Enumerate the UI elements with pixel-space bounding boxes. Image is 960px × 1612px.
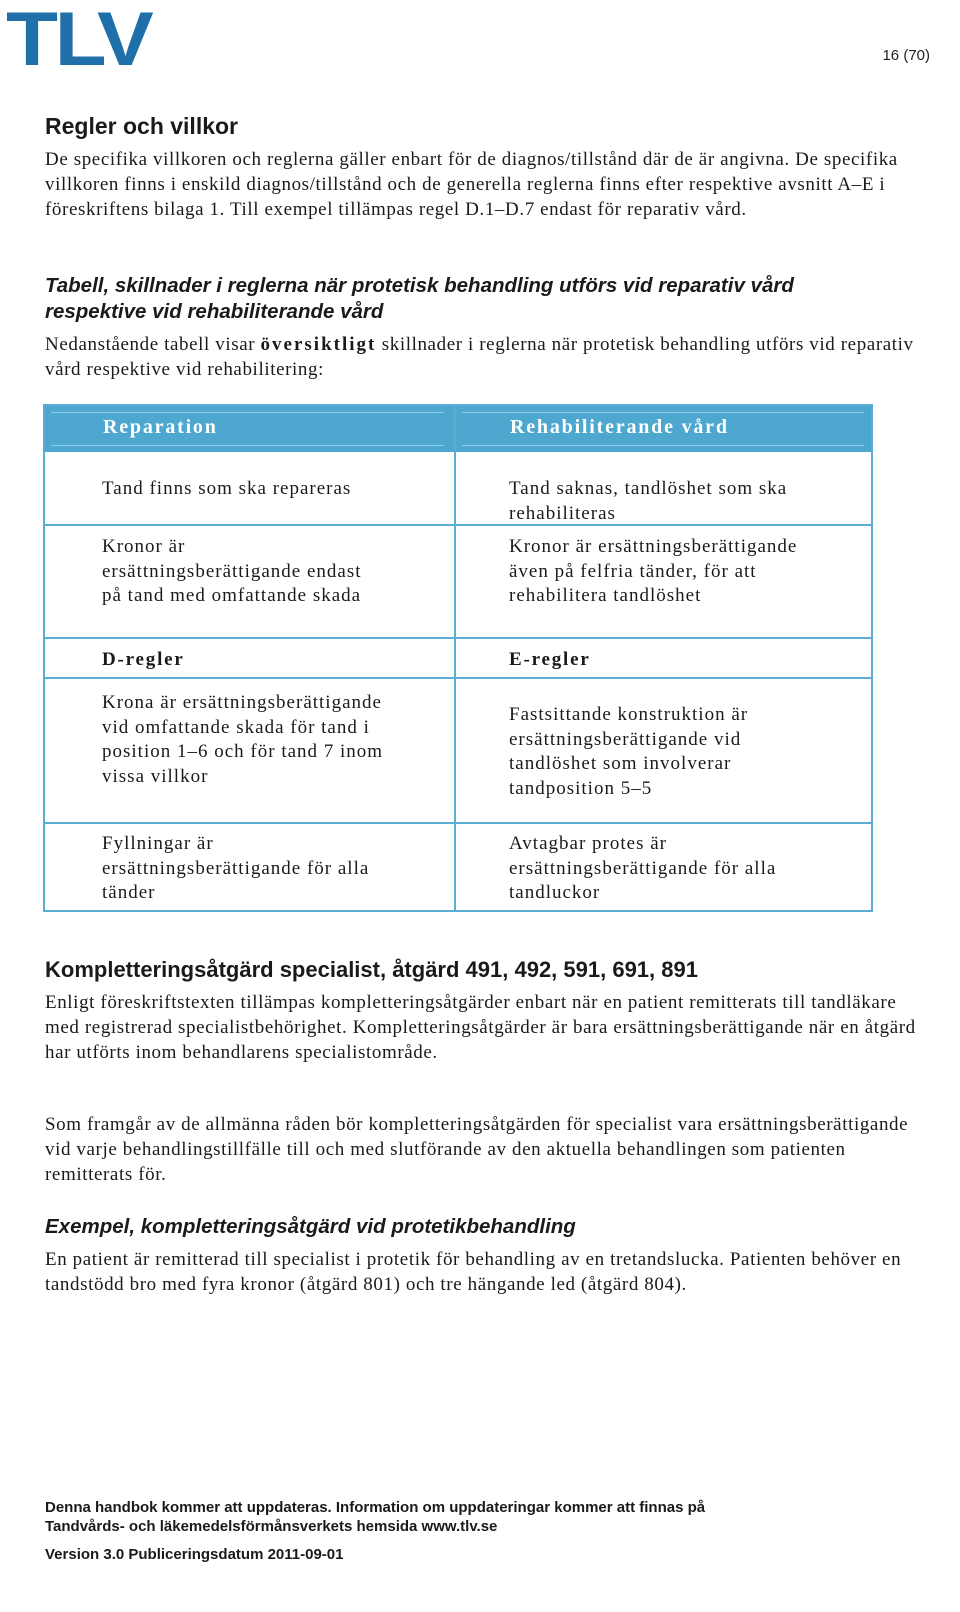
section-heading-exempel: Exempel, kompletteringsåtgärd vid protetikbehandling (45, 1215, 576, 1238)
header-reparation: Reparation (103, 416, 218, 438)
table-cell-row2-right: Kronor är ersättningsberättigande även på felfria tänder, för att rehabilitera tandlöshet (509, 536, 798, 606)
section-paragraph-exempel: En patient är remitterad till specialist i protetik för behandling av en tretandslucka. Patienten behöver en tandstödd bro med fyra kronor (åtgärd 801) och tre hängande led (åtgärd 804). (45, 1249, 902, 1295)
table-cell-row2-left: Kronor är ersättningsberättigande endast på tand med omfattande skada (102, 536, 362, 606)
table-cell-d-regler: D-regler (102, 649, 185, 670)
table-intro-paragraph (45, 332, 925, 382)
section-paragraph-komplettering-1: Enligt föreskriftstexten tillämpas kompletteringsåtgärder enbart när en patient remitterats till tandläkare med registrerad specialistbehörighet. Kompletteringsåtgärder är bara ersättningsberättigande när en åtgärd har utförts inom behandlarens specialistområde. (45, 992, 916, 1063)
section-heading-komplettering: Kompletteringsåtgärd specialist, åtgärd 491, 492, 591, 691, 891 (45, 957, 698, 982)
intro-text-start: Nedanstående tabell visar (45, 334, 261, 355)
table-cell-e-regler: E-regler (509, 649, 591, 670)
header-rehabiliterande: Rehabiliterande vård (510, 416, 729, 438)
table-cell-row4-right: Fastsittande konstruktion är ersättningsberättigande vid tandlöshet som involverar tandposition 5–5 (509, 704, 749, 799)
footer-version: Version 3.0 Publiceringsdatum 2011-09-01 (45, 1546, 344, 1563)
section-heading-regler: Regler och villkor (45, 113, 239, 139)
section-paragraph-komplettering-2: Som framgår av de allmänna råden bör kompletteringsåtgärden för specialist vara ersättningsberättigande vid varje behandlingstillfälle till och med slutförande av den aktuella behandlingen som patienten remitterats för. (45, 1114, 909, 1185)
table-cell-row1-right: Tand saknas, tandlöshet som ska rehabiliteras (509, 478, 788, 524)
table-caption-heading: Tabell, skillnader i reglerna när protetisk behandling utförs vid reparativ vård respektive vid rehabiliterande vård (45, 274, 794, 323)
table-cell-row4-left: Krona är ersättningsberättigande vid omfattande skada för tand i position 1–6 och för tand 7 inom vissa villkor (102, 692, 384, 787)
table-cell-row1-left: Tand finns som ska repareras (102, 478, 352, 499)
table-header-row (45, 406, 871, 452)
footer-update-note (45, 1498, 705, 1536)
row-divider (45, 822, 871, 824)
footer-line-1: Denna handbok kommer att uppdateras. Information om uppdateringar kommer att finnas på (45, 1499, 706, 1516)
rules-comparison-table (43, 404, 873, 912)
table-cell-row5-left: Fyllningar är ersättningsberättigande för alla tänder (102, 833, 370, 903)
page-number: 16 (70) (882, 47, 930, 64)
column-divider (454, 406, 456, 910)
intro-text-end: skillnader i reglerna när protetisk behandling utförs vid reparativ vård respektive vid rehabilitering: (45, 334, 914, 380)
tlv-logo: TLV (6, 0, 151, 82)
table-cell-row5-right: Avtagbar protes är ersättningsberättigande för alla tandluckor (509, 833, 777, 903)
intro-text-bold: översiktligt (260, 334, 377, 355)
row-divider (45, 637, 871, 639)
footer-line-2: Tandvårds- och läkemedelsförmånsverkets hemsida www.tlv.se (45, 1518, 498, 1535)
row-divider (45, 677, 871, 679)
section-paragraph-regler: De specifika villkoren och reglerna gäller enbart för de diagnos/tillstånd där de är angivna. De specifika villkoren finns i enskild diagnos/tillstånd och de generella reglerna finns efter respektive avsnitt A–E i föreskriftens bilaga 1. Till exempel tillämpas regel D.1–D.7 endast för reparativ vård. (45, 149, 898, 220)
